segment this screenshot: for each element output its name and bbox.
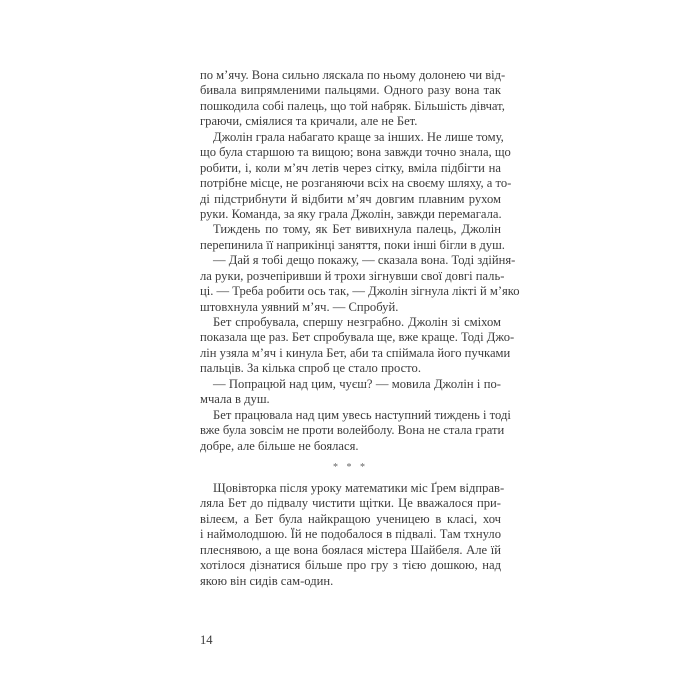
text-line: і наймолодшою. Їй не подобалося в підвалі. Там тхнуло: [200, 527, 501, 542]
paragraph: [200, 68, 506, 130]
paragraph: [200, 129, 512, 223]
text-line: — Попрацюй над цим, чуєш? — мовила Джолін і по-: [213, 376, 501, 391]
text-top: [200, 68, 520, 454]
paragraph: [200, 222, 505, 253]
section-separator: * * *: [333, 461, 368, 473]
page-body: [200, 68, 520, 589]
text-line: руки. Команда, за яку грала Джолін, завжди перемагала.: [200, 206, 502, 221]
text-line: штовхнула уявний м’яч. — Спробуй.: [200, 299, 399, 314]
paragraph: [200, 480, 505, 589]
paragraph: [200, 253, 520, 315]
paragraph: [200, 377, 501, 408]
text-line: ла руки, розчепіривши й трохи зігнувши свої довгі паль-: [200, 268, 505, 283]
paragraph: [200, 407, 511, 454]
text-bottom: [200, 480, 505, 589]
text-line: плеснявою, а ще вона боялася містера Шайбеля. Але їй: [200, 542, 501, 557]
text-line: якою він сидів сам-один.: [200, 573, 334, 588]
text-line: ляла Бет до підвалу чистити щітки. Це вважалося при-: [200, 496, 501, 511]
text-line: граючи, сміялися та кричали, але не Бет.: [200, 114, 418, 129]
text-line: пошкодила собі палець, що той набряк. Більшість дівчат,: [200, 98, 505, 113]
text-line: Бет працювала над цим увесь наступний тиждень і тоді: [213, 407, 511, 422]
text-line: робити, і, коли м’яч летів через сітку, вміла підбігти на: [200, 160, 501, 175]
text-line: бивала випрямленими пальцями. Одного разу вона так: [200, 83, 501, 98]
text-line: перепинила її наприкінці заняття, поки інші бігли в душ.: [200, 237, 505, 252]
page-number: 14: [200, 633, 213, 647]
text-line: лін узяла м’яч і кинула Бет, аби та спіймала його пучками: [200, 345, 511, 360]
text-line: Тиждень по тому, як Бет вивихнула палець, Джолін: [213, 222, 501, 237]
text-line: Бет спробувала, спершу незграбно. Джолін зі сміхом: [213, 315, 501, 329]
text-line: мчала в душ.: [200, 392, 270, 407]
text-line: потрібне місце, не розганяючи всіх на своєму шляху, а то-: [200, 176, 512, 191]
text-line: — Дай я тобі дещо покажу, — сказала вона. Тоді здійня-: [213, 253, 516, 268]
text-line: що була старшою та вищою; вона завжди точно знала, що: [200, 145, 511, 160]
text-line: Щовівторка після уроку математики міс Ґрем відправ-: [213, 480, 505, 495]
text-line: вже була зовсім не проти волейболу. Вона не стала грати: [200, 423, 505, 438]
text-line: ді підстрибнути й відбити м’яч довгим плавним рухом: [200, 191, 501, 206]
text-line: показала ще раз. Бет спробувала ще, вже краще. Тоді Джо-: [200, 330, 515, 345]
text-line: вілеєм, а Бет була найкращою ученицею в класі, хоч: [200, 511, 501, 526]
text-line: хотілося дізнатися більше про гру з тією дошкою, над: [200, 558, 501, 573]
text-line: пальців. За кілька спроб це стало просто.: [200, 361, 421, 376]
text-line: Джолін грала набагато краще за інших. Не лише тому,: [213, 129, 504, 144]
text-line: добре, але більше не боялася.: [200, 438, 359, 453]
paragraph: [200, 315, 515, 377]
text-line: по м’ячу. Вона сильно ляскала по ньому долонею чи від-: [200, 68, 506, 82]
text-line: ці. — Треба робити ось так, — Джолін зігнула лікті й м’яко: [200, 284, 520, 299]
